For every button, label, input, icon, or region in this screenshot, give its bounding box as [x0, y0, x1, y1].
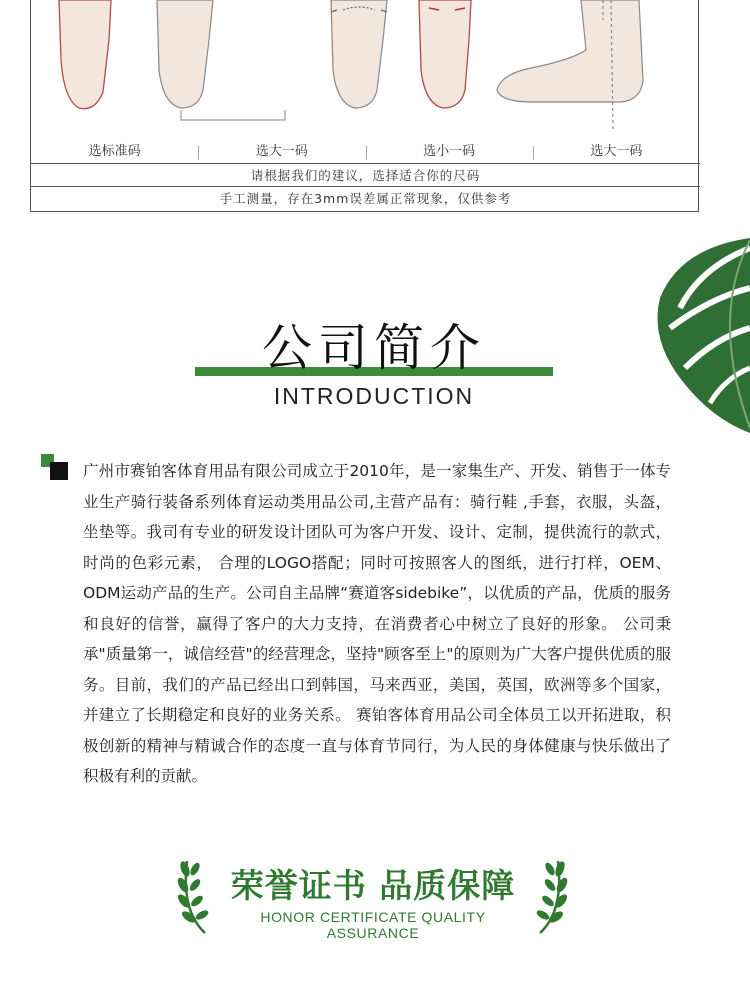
foot-illustration [31, 0, 700, 140]
fit-labels-row [31, 140, 700, 164]
company-intro-paragraph: 广州市赛铂客体育用品有限公司成立于2010年，是一家集生产、开发、销售于一体专业生产骑行装备系列体育运动类用品公司,主营产品有：骑行鞋 ,手套，衣服，头盔，坐垫等。我司有专业的研发设计团队可为客户开发、设计、定制，提供流行的款式， 时尚的色彩元素， 合理的LOGO搭配；同时可按照客人的图纸，进行打样，OEM、ODM运动产品的生产。公司自主品牌“赛道客sidebike”，以优质的产品，优质的服务和良好的信誉，赢得了客户的大力支持，在消费者心中树立了良好的形象。 公司秉承"质量第一，诚信经营"的经营理念，坚持"顾客至上"的原则为广大客户提供优质的服务。目前，我们的产品已经出口到韩国，马来西亚，美国，英国，欧洲等多个国家，并建立了长期稳定和良好的业务关系。 赛铂客体育用品公司全体员工以开拓进取，积极创新的精神与精诚合作的态度一直与体育节同行，为人民的身体健康与快乐做出了积极有利的贡献。 [83, 462, 671, 785]
monstera-leaf-icon [640, 228, 750, 438]
fit-label: 选标准码 [88, 144, 141, 159]
fit-label: 选大一码 [533, 140, 700, 163]
measurement-disclaimer: 手工测量，存在3mm误差属正常现象，仅供参考 [219, 191, 512, 206]
foot-side-view [497, 0, 643, 130]
foot-wide [331, 0, 387, 108]
bullet-square-black [50, 462, 68, 480]
laurel-left-icon [175, 855, 213, 935]
honor-title: 荣誉证书 品质保障 [230, 866, 516, 905]
fit-label: 选小一码 [366, 140, 533, 163]
section-subtitle: INTRODUCTION [273, 383, 475, 409]
laurel-right-icon [532, 855, 570, 935]
foot-standard-fit [59, 0, 111, 109]
section-title: 公司简介 [262, 319, 486, 377]
size-advice: 请根据我们的建议，选择适合你的尺码 [31, 164, 700, 187]
foot-narrow [419, 0, 471, 108]
size-chart [30, 0, 699, 212]
honor-subtitle: HONOR CERTIFICATE QUALITY ASSURANCE [260, 909, 486, 941]
foot-size-up [157, 0, 285, 120]
fit-label: 选大一码 [198, 140, 365, 163]
